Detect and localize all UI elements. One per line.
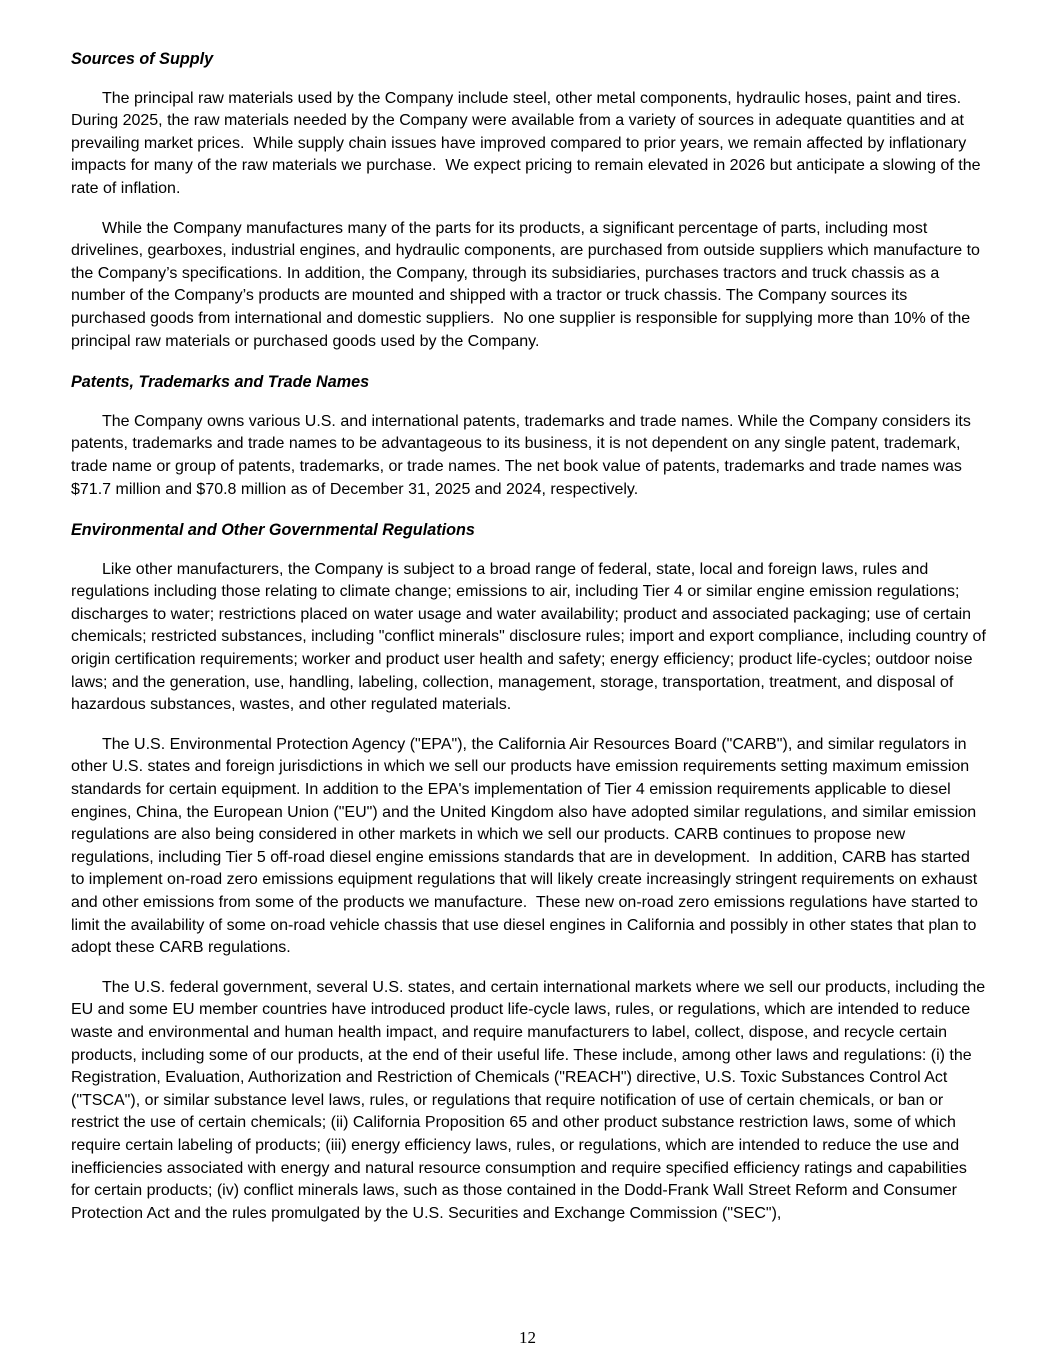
page-number: 12 [519, 1328, 536, 1348]
section-heading-environmental-regulations: Environmental and Other Governmental Regulations [71, 521, 475, 540]
document-content [71, 48, 991, 1225]
paragraph-product-lifecycle-laws: The U.S. federal government, several U.S. states, and certain international markets where we sell our products, including the EU and some EU member countries have introduced product life-cycle laws, rules, or regulations, which are intended to reduce waste and environmental and human health impact, and require manufacturers to label, collect, dispose, and recycle certain products, including some of our products, at the end of their useful life. These include, among other laws and regulations: (i) the Registration, Evaluation, Authorization and Restriction of Chemicals ("REACH") directive, U.S. Toxic Substances Control Act ("TSCA"), or similar substance level laws, rules, or regulations that require notification of use of certain chemicals, or ban or restrict the use of certain chemicals; (ii) California Proposition 65 and other product substance restriction laws, some of which require certain labeling of products; (iii) energy efficiency laws, rules, or regulations, which are intended to reduce the use and inefficiencies associated with energy and natural resource consumption and require specified efficiency ratings and capabilities for certain products; (iv) conflict minerals laws, such as those contained in the Dodd-Frank Wall Street Reform and Consumer Protection Act and the rules promulgated by the U.S. Securities and Exchange Commission ("SEC"), [71, 978, 990, 1222]
paragraph-purchased-parts: While the Company manufactures many of the parts for its products, a significant percentage of parts, including most drivelines, gearboxes, industrial engines, and hydraulic components, are purchased from outside suppliers which manufacture to the Company’s specifications. In addition, the Company, through its subsidiaries, purchases tractors and truck chassis as a number of the Company’s products are mounted and shipped with a tractor or truck chassis. The Company sources its purchased goods from international and domestic suppliers. No one supplier is responsible for supplying more than 10% of the principal raw materials or purchased goods used by the Company. [71, 219, 985, 350]
section-patents-trademarks [71, 371, 986, 501]
section-heading-patents-trademarks: Patents, Trademarks and Trade Names [71, 373, 370, 392]
section-heading-sources-of-supply: Sources of Supply [71, 50, 214, 68]
section-sources-of-supply [71, 48, 986, 353]
paragraph-epa-carb-emissions: The U.S. Environmental Protection Agency ("EPA"), the California Air Resources Board ("CARB"), and similar regulators in other U.S. states and foreign jurisdictions in which we sell our products have emission requirements setting maximum emission standards for certain equipment. In addition to the EPA's implementation of Tier 4 emission requirements applicable to diesel engines, China, the European Union ("EU") and the United Kingdom also have adopted similar regulations, and similar emission regulations are also being considered in other markets in which we sell our products. CARB continues to propose new regulations, including Tier 5 off-road diesel engine emissions standards that are in development. In addition, CARB has started to implement on-road zero emissions equipment regulations that will likely create increasingly stringent requirements on exhaust and other emissions from some of the products we manufacture. These new on-road zero emissions regulations have started to limit the availability of some on-road vehicle chassis that use diesel engines in California and possibly in other states that plan to adopt these CARB regulations. [71, 735, 983, 957]
section-environmental-regulations [71, 519, 991, 1225]
page-footer [0, 1327, 1055, 1351]
paragraph-regulation-scope: Like other manufacturers, the Company is subject to a broad range of federal, state, local and foreign laws, rules and regulations including those relating to climate change; emissions to air, including Tier 4 or similar engine emission regulations; discharges to water; restrictions placed on water usage and water availability; product and associated packaging; use of certain chemicals; restricted substances, including "conflict minerals" disclosure rules; import and export compliance, including country of origin certification requirements; worker and product user health and safety; energy efficiency; product life-cycles; outdoor noise laws; and the generation, use, handling, labeling, collection, management, storage, transportation, treatment, and disposal of hazardous substances, wastes, and other regulated materials. [71, 560, 991, 714]
paragraph-raw-materials: The principal raw materials used by the Company include steel, other metal components, hydraulic hoses, paint and tires. During 2025, the raw materials needed by the Company were available from a variety of sources in adequate quantities and at prevailing market prices. While supply chain issues have improved compared to prior years, we remain affected by inflationary impacts for many of the raw materials we purchase. We expect pricing to remain elevated in 2026 but anticipate a slowing of the rate of inflation. [71, 89, 985, 197]
paragraph-patents-value: The Company owns various U.S. and international patents, trademarks and trade names. While the Company considers its patents, trademarks and trade names to be advantageous to its business, it is not dependent on any single patent, trademark, trade name or group of patents, trademarks, or trade names. The net book value of patents, trademarks and trade names was $71.7 million and $70.8 million as of December 31, 2025 and 2024, respectively. [71, 412, 976, 498]
